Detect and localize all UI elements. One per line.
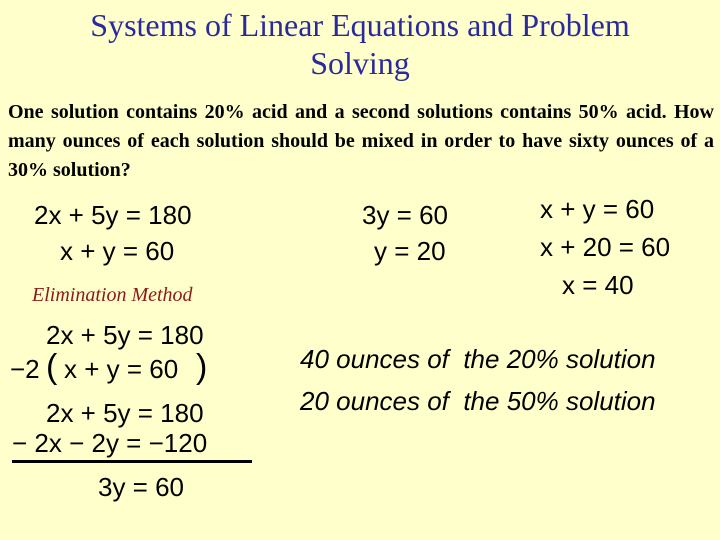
left-paren: ( xyxy=(46,348,58,386)
problem-statement: One solution contains 20% acid and a second solutions contains 50% acid. How many ounces of each solution should be mixed in order to have sixty ounces of a 30% solution? xyxy=(8,101,714,181)
elimination-line-3: 2x + 5y = 180 xyxy=(46,398,204,428)
title-line-2: Solving xyxy=(310,45,410,81)
elimination-line-2: x + y = 60 xyxy=(64,354,179,384)
elimination-result: 3y = 60 xyxy=(98,472,185,502)
elimination-line-1: 2x + 5y = 180 xyxy=(46,320,204,350)
conclusion-line-1: 40 ounces of the 20% solution xyxy=(300,344,656,374)
conclusion-line-2: 20 ounces of the 50% solution xyxy=(300,386,656,416)
elimination-line-4: − 2x − 2y = −120 xyxy=(12,428,208,458)
elimination-multiplier: −2 xyxy=(10,354,40,384)
solve-x-line-1: x + y = 60 xyxy=(540,194,655,224)
right-paren: ) xyxy=(196,348,208,386)
system-equation-2: x + y = 60 xyxy=(60,236,175,266)
page-title xyxy=(0,6,720,82)
solve-y-line-1: 3y = 60 xyxy=(362,200,449,230)
title-line-1: Systems of Linear Equations and Problem xyxy=(90,7,630,43)
system-equation-1: 2x + 5y = 180 xyxy=(34,200,192,230)
solve-y-line-2: y = 20 xyxy=(374,236,446,266)
solve-x-line-2: x + 20 = 60 xyxy=(540,232,671,262)
solve-x-line-3: x = 40 xyxy=(562,270,634,300)
sum-rule xyxy=(12,460,252,463)
method-label: Elimination Method xyxy=(32,284,193,306)
